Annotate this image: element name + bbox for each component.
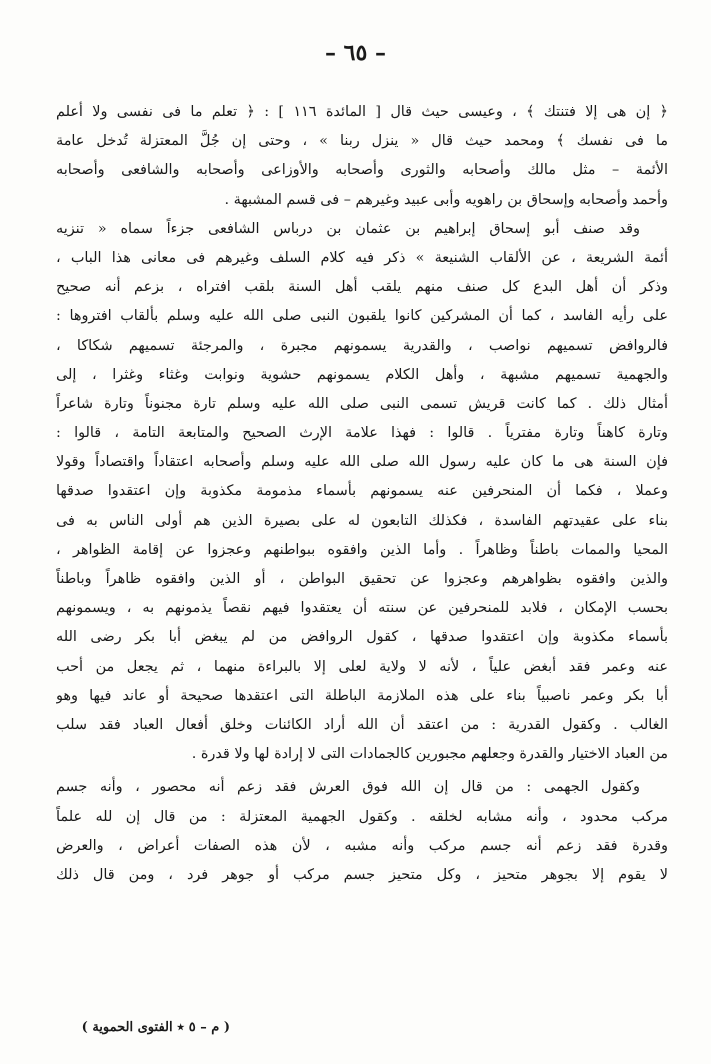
text-line: وذكر أن أهل البدع كل صنف منهم يلقب أهل السنة بلقب افتراه ، بزعم أنه صحيح — [56, 279, 668, 296]
text-line: وقدرة فقد زعم أنه جسم مركب وأنه مشبه ، لأن هذه الصفات أعراض ، والعرض — [56, 837, 668, 854]
text-line: أبا بكر وعمر ناصبياً بناء على هذه الملازمة الباطلة التى اعتقدها صحيحة أو عاند فيها وهو — [56, 687, 668, 704]
text-line: ﴿ إن هى إلا فتنتك ﴾ ، وعيسى حيث قال [ المائدة ١١٦ ] : ﴿ تعلم ما فى نفسى ولا أعلم — [56, 104, 668, 120]
text-line: وقد صنف أبو إسحاق إبراهيم بن عثمان بن درباس الشافعى جزءاً سماه « تنزيه — [56, 220, 640, 237]
text-line: والجهمية تسميهم مشبهة ، وأهل الكلام يسمونهم حشوية ونوابت وغثاء وغثرا ، إلى — [56, 366, 668, 383]
text-line: على رأيه الفاسد ، كما أن المشركين كانوا يلقبون النبى صلى الله عليه وسلم بألقاب افتروها : — [56, 308, 668, 325]
body-text — [56, 98, 668, 890]
text-line: بأسماء مكذوبة وإن اعتقدوا صدقها ، كقول الروافض من لم يبغض أبا بكر رضى الله — [56, 629, 668, 646]
text-line: وكقول الجهمى : من قال إن الله فوق العرش فقد زعم أنه محصور ، وأنه جسم — [56, 779, 640, 796]
text-line: الغالب . وكقول القدرية : من اعتقد أن الله أراد الكائنات وخلق أفعال العباد فقد سلب — [56, 716, 668, 733]
text-line: وعملا ، فكما أن المنحرفين عنه يسمونهم بأسماء مذمومة مكذوبة وإن اعتقدوا صدقها — [56, 483, 668, 500]
text-line: المحيا والممات باطناً وظاهراً . وأما الذين وافقوه ببواطنهم وعجزوا عن إقامة الظواهر ، — [56, 541, 668, 558]
page-number: – ٦٥ – — [325, 40, 386, 66]
text-line: بحسب الإمكان ، فلابد للمنحرفين عن سنته أن يعتقدوا فيهم نقصاً يذمونهم به ، ويسمونهم — [56, 600, 668, 617]
text-line: عنه وعمر فقد أبغض علياً ، لأنه لا ولاية لعلى إلا بالبراءة منهما ، ثم يجعل من أحب — [56, 658, 668, 675]
footer-signature: ( م – ٥ ٭ الفتوى الحموية ) — [81, 1020, 230, 1035]
text-line: مركب محدود ، وأنه مشابه لخلقه . وكقول الجهمية المعتزلة : من قال إن لله علماً — [56, 808, 668, 825]
text-line: فإن السنة هى ما كان عليه رسول الله صلى الله عليه وسلم وأصحابه اعتقاداً واقتصاداً وقولا — [56, 454, 668, 471]
text-line: من العباد الاختيار والقدرة وجعلهم مجبورين كالجمادات التى لا إرادة لها ولا قدرة . — [191, 746, 668, 763]
text-line: وأحمد وأصحابه وإسحاق بن راهويه وأبى عبيد وغيرهم – فى قسم المشبهة . — [224, 191, 668, 208]
text-line: بناء على عقيدتهم الفاسدة ، فكذلك التابعون له على بصيرة الذين هم أولى الناس به فى — [56, 512, 668, 529]
text-line: الأئمة – مثل مالك وأصحابه والثورى وأصحابه والأوزاعى وأصحابه والشافعى وأصحابه — [56, 162, 668, 179]
text-line: والذين وافقوه بظواهرهم وعجزوا عن تحقيق البواطن ، أو الذين وافقوه ظاهراً وباطناً — [56, 571, 668, 587]
text-line: فالروافض تسميهم نواصب ، والقدرية يسمونهم مجبرة ، والمرجئة تسميهم شكاكا ، — [56, 337, 668, 354]
text-line: لا يقوم إلا بجوهر متحيز ، وكل متحيز جسم مركب أو جوهر فرد ، ومن قال ذلك — [56, 866, 668, 883]
text-line: ما فى نفسك ﴾ ومحمد حيث قال « ينزل ربنا » ، وحتى إن جُلَّ المعتزلة تُدخل عامة — [56, 133, 668, 150]
text-line: أمثال ذلك . كما كانت قريش تسمى النبى صلى الله عليه وسلم تارة مجنوناً وتارة شاعراً — [56, 395, 668, 412]
text-line: أئمة الشريعة ، عن الألقاب الشنيعة » ذكر فيه كلام السلف وغيرهم فى معانى هذا الباب ، — [56, 249, 668, 266]
text-line: وتارة كاهناً وتارة مفترياً . قالوا : فهذا علامة الإرث الصحيح والمتابعة التامة ، قالوا : — [56, 425, 668, 442]
